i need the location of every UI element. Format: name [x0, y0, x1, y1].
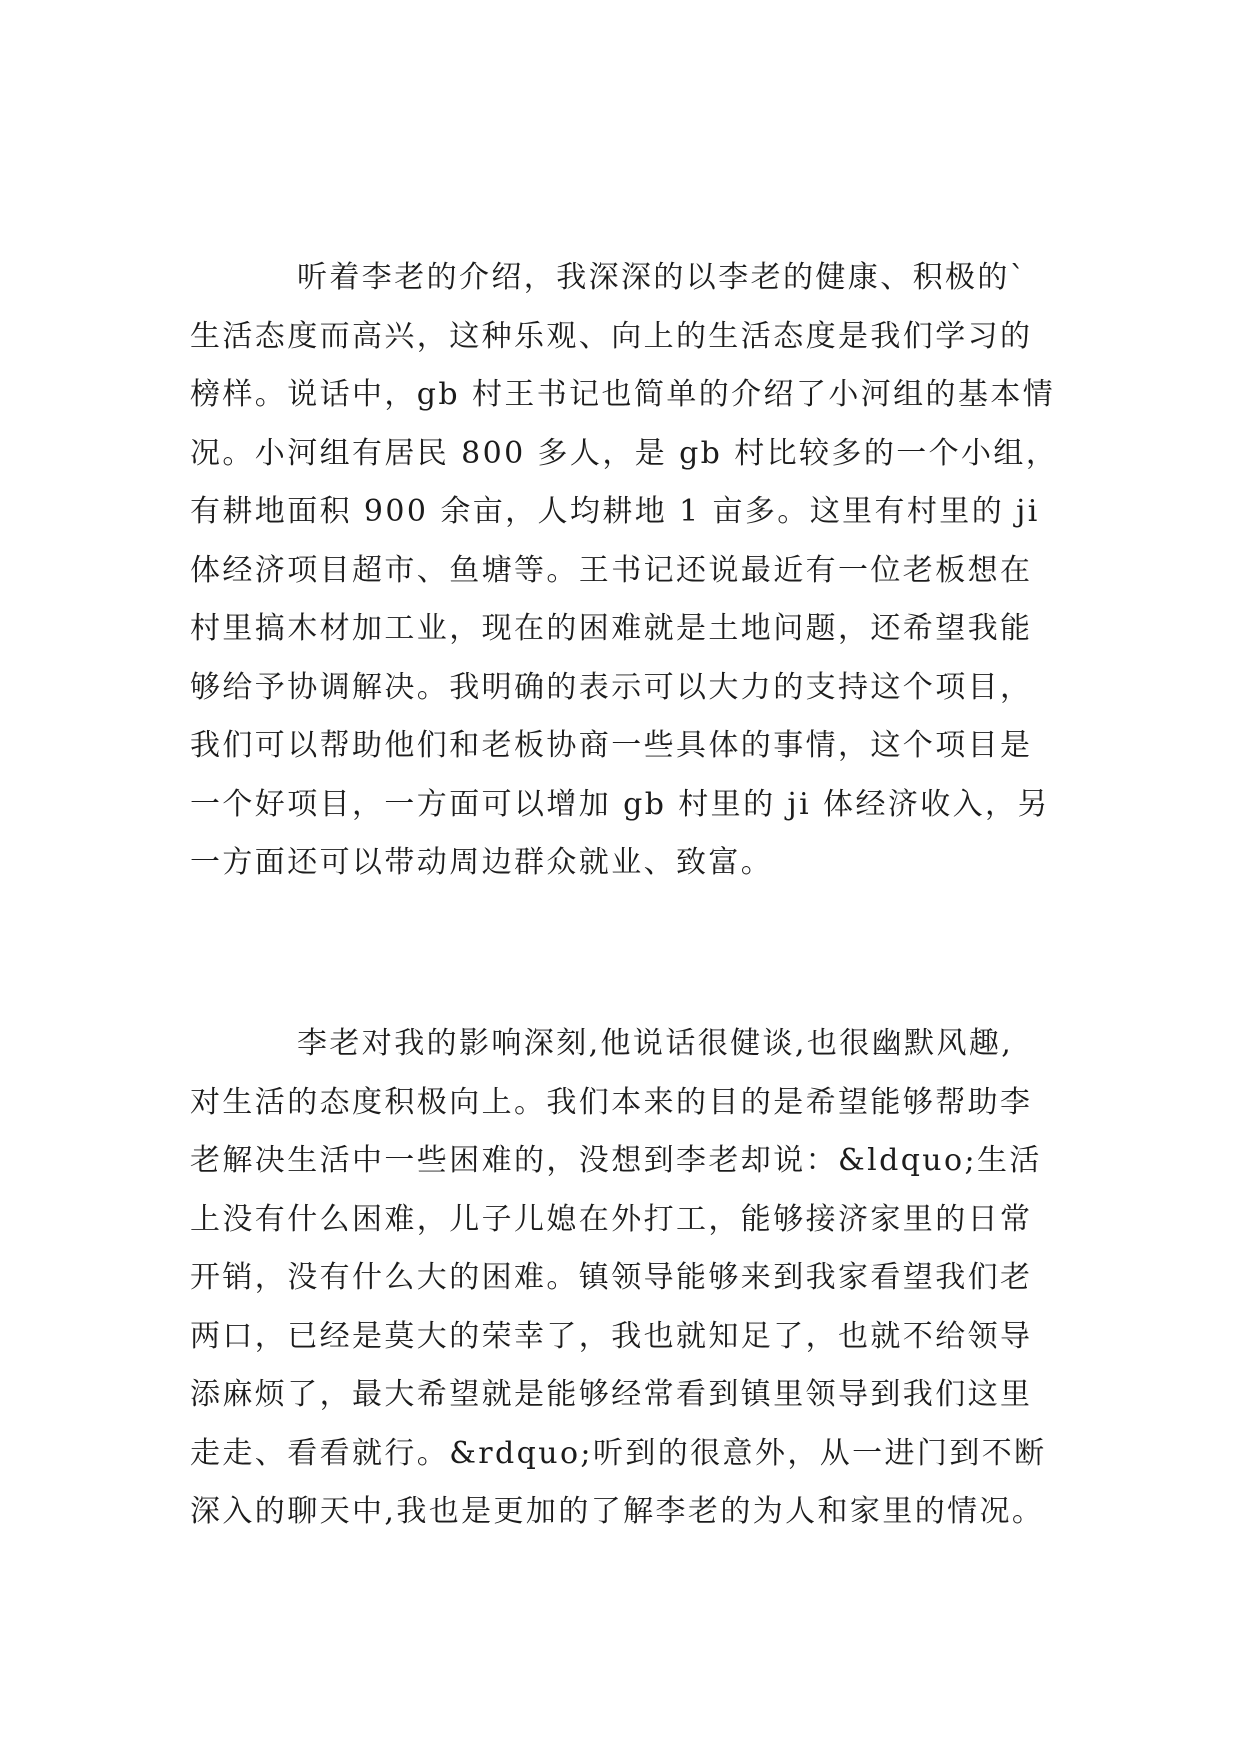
paragraph-line: 有耕地面积 900 余亩，人均耕地 1 亩多。这里有村里的 ji [190, 494, 1040, 529]
paragraph-line: 况。小河组有居民 800 多人，是 gb 村比较多的一个小组， [190, 435, 1059, 471]
paragraph-line: 我们可以帮助他们和老板协商一些具体的事情，这个项目是 [190, 728, 1033, 763]
paragraph-line: 一方面还可以带动周边群众就业、致富。 [190, 845, 774, 880]
paragraph-line: 两口，已经是莫大的荣幸了，我也就知足了，也就不给领导 [190, 1318, 1033, 1354]
paragraph-line: 对生活的态度积极向上。我们本来的目的是希望能够帮助李 [190, 1084, 1033, 1120]
paragraph-line: 开销，没有什么大的困难。镇领导能够来到我家看望我们老 [190, 1260, 1033, 1295]
paragraph-line: 深入的聊天中,我也是更加的了解李老的为人和家里的情况。 [190, 1494, 1045, 1529]
paragraph-line: 李老对我的影响深刻,他说话很健谈,也很幽默风趣, [297, 1026, 1014, 1061]
paragraph-2 [190, 1015, 1070, 1542]
paragraph-line: 添麻烦了，最大希望就是能够经常看到镇里领导到我们这里 [190, 1377, 1033, 1412]
paragraph-1 [190, 249, 1070, 893]
paragraph-line: 生活态度而高兴，这种乐观、向上的生活态度是我们学习的 [190, 318, 1033, 354]
paragraph-line: 榜样。说话中，gb 村王书记也简单的介绍了小河组的基本情 [190, 377, 1056, 412]
paragraph-line: 上没有什么困难，儿子儿媳在外打工，能够接济家里的日常 [190, 1201, 1033, 1237]
paragraph-line: 听着李老的介绍，我深深的以李老的健康、积极的` [297, 260, 1028, 295]
paragraph-line: 一个好项目，一方面可以增加 gb 村里的 ji 体经济收入，另 [190, 786, 1050, 822]
paragraph-line: 体经济项目超市、鱼塘等。王书记还说最近有一位老板想在 [190, 552, 1033, 588]
paragraph-line: 老解决生活中一些困难的，没想到李老却说：&ldquo;生活 [190, 1143, 1042, 1178]
paragraph-line: 够给予协调解决。我明确的表示可以大力的支持这个项目， [190, 669, 1033, 705]
paragraph-line: 村里搞木材加工业，现在的困难就是土地问题，还希望我能 [190, 611, 1033, 646]
paragraph-line: 走走、看看就行。&rdquo;听到的很意外，从一进门到不断 [190, 1435, 1047, 1471]
